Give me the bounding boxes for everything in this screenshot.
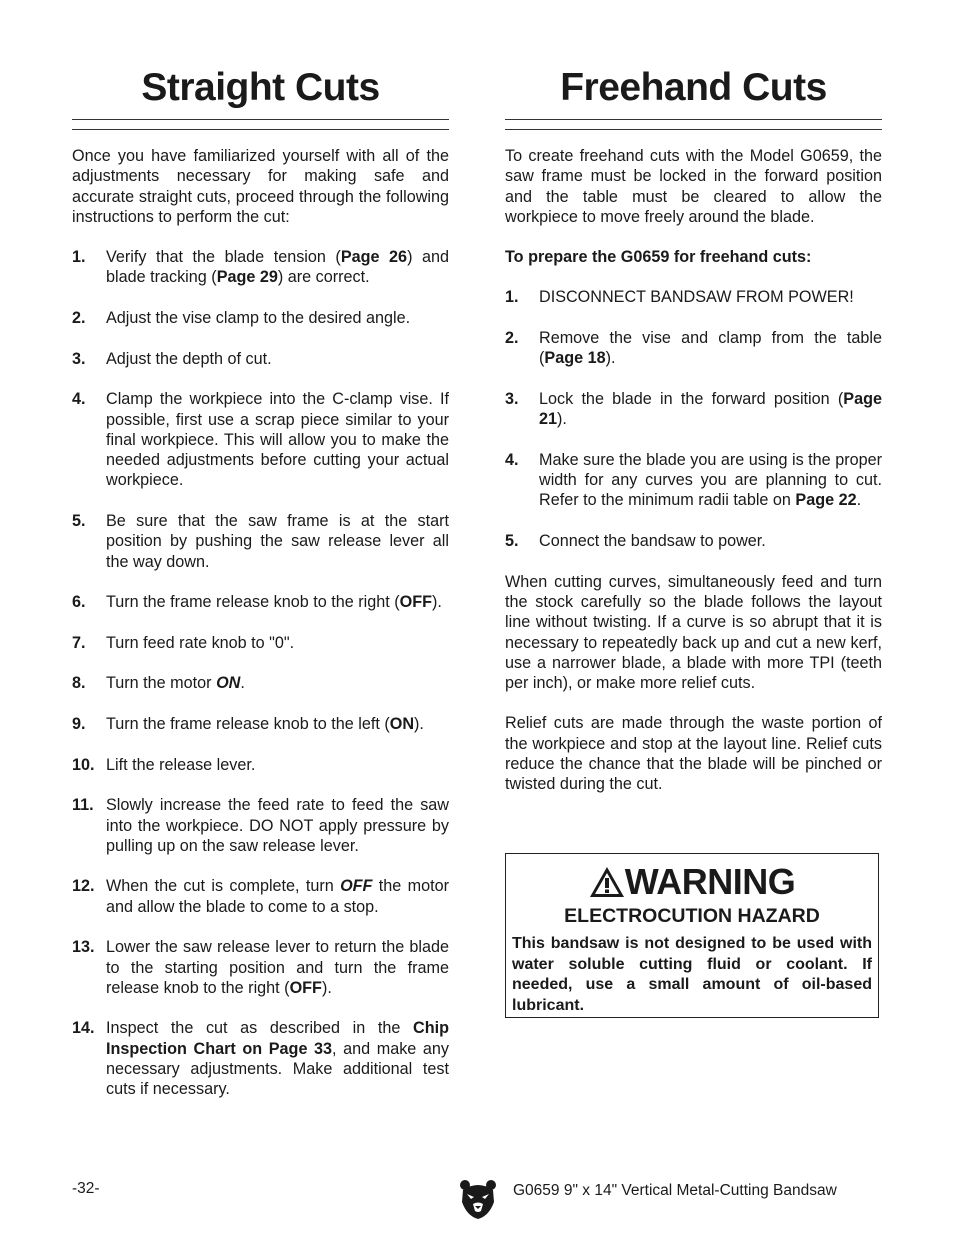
relief-cuts-paragraph: Relief cuts are made through the waste portion of the workpiece and stop at the layout line. Relief cuts reduce the chance that the blade will be pinched or twisted during the cut. [505, 714, 882, 794]
freehand-step-4: 4. Make sure the blade you are using is the proper width for any curves you are planning to cut. Refer to the minimum radii table on Page 22. [505, 450, 882, 510]
warning-triangle-icon [589, 866, 625, 898]
warning-text: This bandsaw is not designed to be used with water soluble cutting fluid or coolant. If needed, use a small amount of oil-based lubricant. [512, 935, 872, 1014]
warning-box [505, 853, 879, 1018]
curves-paragraph: When cutting curves, simultaneously feed and turn the stock carefully so the blade follows the layout line without twisting. If a curve is so abrupt that it is necessary to repeatedly back up and cut a new kerf, use a narrower blade, a blade with more TPI (teeth per inch), or make more relief cuts. [505, 572, 882, 693]
grizzly-bear-logo [459, 1178, 497, 1225]
freehand-step-1: 1. DISCONNECT BANDSAW FROM POWER! [505, 288, 854, 307]
step-6: 6. Turn the frame release knob to the right (OFF). [72, 593, 442, 612]
step-2: 2. Adjust the vise clamp to the desired angle. [72, 309, 411, 328]
step-11: 11. Slowly increase the feed rate to feed the saw into the workpiece. DO NOT apply pressure by pulling up on the saw release lever. [72, 796, 449, 855]
title-rule-top [505, 119, 882, 120]
prepare-subheading: To prepare the G0659 for freehand cuts: [505, 248, 812, 267]
step-8: 8. Turn the motor ON. [72, 674, 245, 693]
step-5: 5. Be sure that the saw frame is at the start position by pushing the saw release lever all the way down. [72, 512, 449, 571]
step-1: 1. Verify that the blade tension (Page 26) and blade tracking (Page 29) are correct. [72, 248, 449, 287]
step-7: 7. Turn feed rate knob to "0". [72, 633, 295, 652]
step-10: 10. Lift the release lever. [72, 755, 256, 774]
warning-title: WARNING [624, 861, 796, 902]
title-rule-bottom [505, 129, 882, 130]
freehand-step-3: 3. Lock the blade in the forward position (Page 21). [505, 389, 882, 429]
model-name: G0659 9" x 14" Vertical Metal-Cutting Bandsaw [513, 1182, 837, 1199]
freehand-step-2: 2. Remove the vise and clamp from the table (Page 18). [505, 329, 882, 368]
step-4: 4. Clamp the workpiece into the C-clamp vise. If possible, first use a scrap piece similar to your final workpiece. This will allow you to make the needed adjustments before cutting your actual workpiece. [72, 390, 449, 490]
step-9: 9. Turn the frame release knob to the left (ON). [72, 715, 424, 734]
page-number: -32- [72, 1180, 100, 1197]
freehand-step-5: 5. Connect the bandsaw to power. [505, 532, 766, 551]
step-14: 14. Inspect the cut as described in the Chip Inspection Chart on Page 33, and make any necessary adjustments. Make additional test cuts if necessary. [72, 1019, 449, 1099]
step-13: 13. Lower the saw release lever to return the blade to the starting position and turn the frame release knob to the right (OFF). [72, 938, 449, 997]
straight-cuts-intro: Once you have familiarized yourself with all of the adjustments necessary for making safe and accurate straight cuts, proceed through the following instructions to perform the cut: [72, 147, 449, 226]
title-rule-bottom [72, 129, 449, 130]
freehand-cuts-title: Freehand Cuts [560, 66, 827, 109]
freehand-cuts-intro: To create freehand cuts with the Model G0659, the saw frame must be locked in the forward position and the table must be cleared to allow the workpiece to move freely around the blade. [505, 147, 882, 226]
straight-cuts-title: Straight Cuts [141, 66, 380, 109]
electrocution-hazard: ELECTROCUTION HAZARD [564, 905, 820, 927]
warning-header [506, 862, 878, 902]
title-rule-top [72, 119, 449, 120]
step-3: 3. Adjust the depth of cut. [72, 349, 272, 368]
step-12: 12. When the cut is complete, turn OFF the motor and allow the blade to come to a stop. [72, 877, 449, 916]
